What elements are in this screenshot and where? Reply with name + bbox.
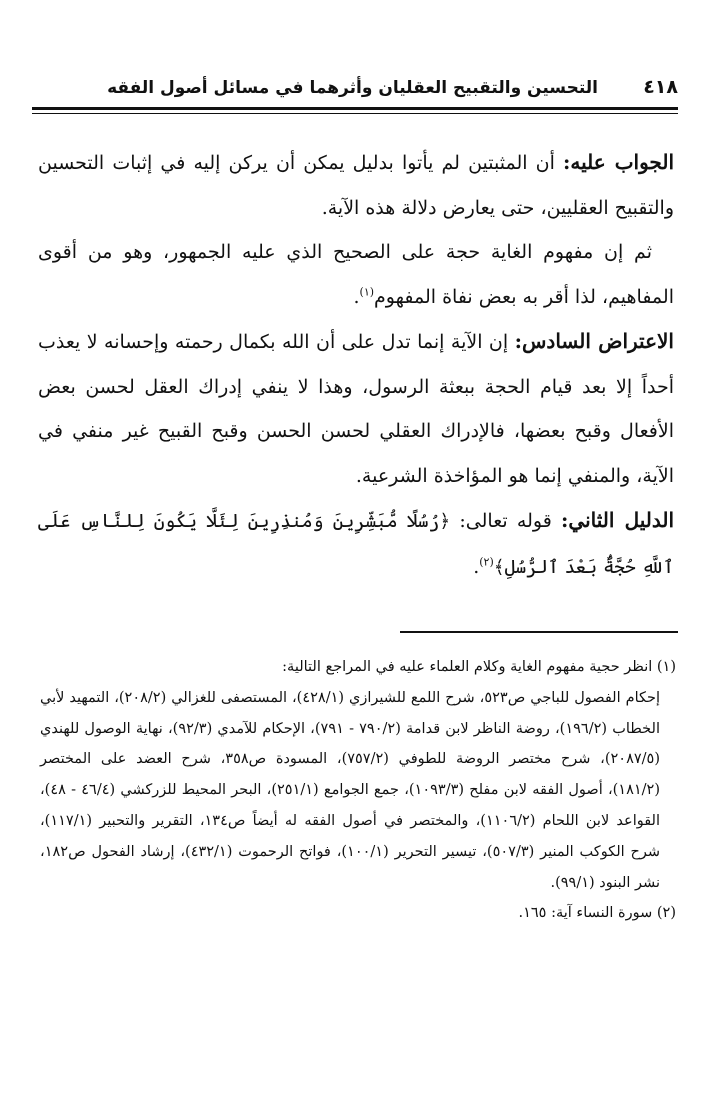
- footnote-2: (٢) سورة النساء آية: ١٦٥.: [518, 905, 676, 922]
- label-objection-six: الاعتراض السادس:: [514, 329, 674, 353]
- second-proof-tail: .: [473, 555, 480, 578]
- header-rule-thin: [32, 113, 678, 114]
- quran-verse: ﴿رُسُلًا مُّبَشِّرِينَ وَمُنذِرِينَ لِئَلَّا يَكُونَ لِلنَّاسِ عَلَى ٱللَّهِ حُجَّةٌۢ بَعْدَ ٱلرُّسُلِ﴾: [38, 511, 674, 578]
- footnote-ref-2[interactable]: (٢): [479, 555, 494, 569]
- paragraph-second-proof: [38, 498, 674, 590]
- mafhum-tail: .: [353, 285, 360, 308]
- mafhum-text: ثم إن مفهوم الغاية حجة على الصحيح الذي عليه الجمهور، وهو من أقوى المفاهيم، لذا أقر به بعض نفاة المفهوم: [38, 241, 674, 308]
- footnote-ref-1[interactable]: (١): [359, 285, 375, 299]
- page-number: ٤١٨: [643, 76, 678, 98]
- answer-text: أن المثبتين لم يأتوا بدليل يمكن أن يركن إليه في إثبات التحسين والتقبيح العقليين، حتى يعارض دلالة هذه الآية.: [38, 152, 674, 219]
- header-rule-thick: [32, 107, 678, 110]
- running-title: التحسين والتقبيح العقليان وأثرهما في مسائل أصول الفقه: [107, 78, 598, 98]
- label-answer: الجواب عليه:: [562, 150, 674, 174]
- footnote-separator: [400, 631, 678, 633]
- second-proof-intro: قوله تعالى:: [450, 510, 562, 532]
- footnotes: [40, 652, 676, 929]
- paragraph-mafhum: [38, 230, 674, 319]
- footnote-1-references: إحكام الفصول للباجي ص٥٢٣، شرح اللمع للشيرازي (٤٢٨/١)، المستصفى للغزالي (٢٠٨/٢)، التمهيد لأبي الخطاب (١٩٦/٢)، روضة الناظر لابن قدامة (٧٩٠/٢ - ٧٩١)، الإحكام للآمدي (٩٢/٣)، نهاية الوصول للهندي (٢٠٨٧/٥)، شرح مختصر الروضة للطوفي (٧٥٧/٢)، المسودة ص٣٥٨، شرح العضد على المختصر (١٨١/٢)، أصول الفقه لابن مفلح (١٠٩٣/٣)، جمع الجوامع (٢٥١/١)، البحر المحيط للزركشي (٤٦/٤ - ٤٨)، القواعد لابن اللحام (١١٠٦/٢)، والمختصر في أصول الفقه له أيضاً ص١٣٤، التقرير والتحبير (١١٧/١)، شرح الكوكب المنير (٥٠٧/٣)، تيسير التحرير (١٠٠/١)، فواتح الرحموت (٤٣٢/١)، إرشاد الفحول ص١٨٢، نشر البنود (٩٩/١).: [40, 689, 660, 891]
- objection-six-text: إن الآية إنما تدل على أن الله بكمال رحمته وإحسانه لا يعذب أحداً إلا بعد قيام الحجة ببعثة الرسول، وهذا لا ينفي إدراك العقل لحسن بعض الأفعال وقبح بعضها، فالإدراك العقلي لحسن الحسن وقبح القبيح غير منفي في الآية، والمنفي إنما هو المؤاخذة الشرعية.: [38, 331, 674, 487]
- label-second-proof: الدليل الثاني:: [561, 508, 674, 532]
- footnote-1-intro: (١) انظر حجية مفهوم الغاية وكلام العلماء عليه في المراجع التالية:: [282, 659, 676, 675]
- paragraph-objection-six: [38, 319, 674, 498]
- running-header: [30, 70, 678, 104]
- paragraph-answer: [38, 140, 674, 230]
- main-text: [38, 140, 674, 590]
